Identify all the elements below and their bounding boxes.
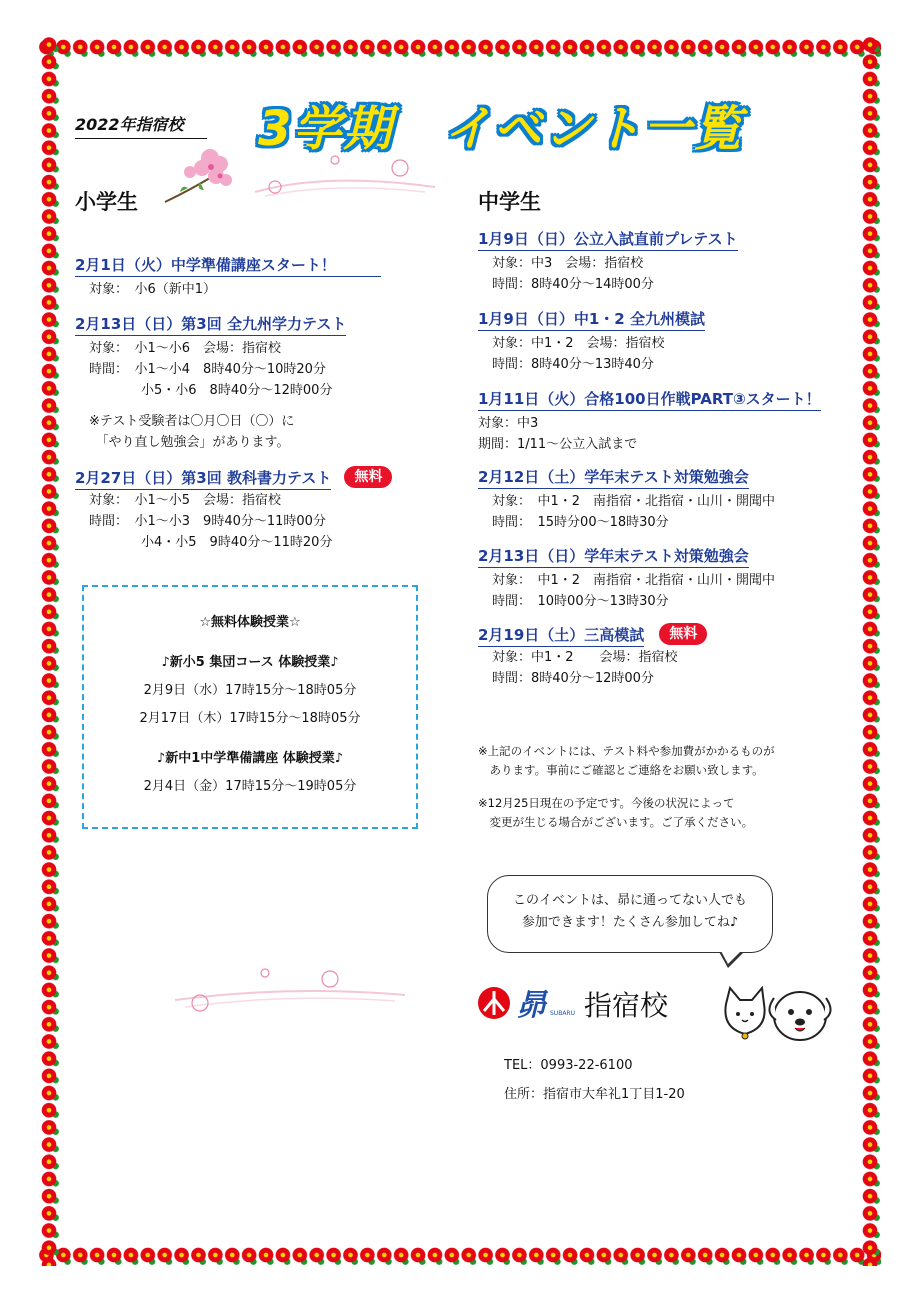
event-title: 1月9日（日）公立入試直前プレテスト bbox=[478, 228, 738, 251]
trial-heading: ☆無料体験授業☆ bbox=[199, 615, 301, 630]
event-line: 対象： 中1・2 南指宿・北指宿・山川・開聞中 bbox=[492, 573, 776, 588]
event-line: 対象： 小1～小5 会場：指宿校 bbox=[89, 493, 282, 508]
event-line: 時間：8時40分～13時40分 bbox=[492, 357, 654, 372]
elementary-event-3 bbox=[75, 466, 392, 553]
elementary-event-1 bbox=[75, 254, 381, 300]
trial-date: 2月9日（水）17時15分～18時05分 bbox=[143, 683, 357, 698]
event-line: 対象： 中1・2 南指宿・北指宿・山川・開聞中 bbox=[492, 494, 776, 509]
event-line: 対象：中1・2 会場：指宿校 bbox=[492, 650, 678, 665]
junior-event-6 bbox=[478, 623, 707, 689]
tel: TEL：0993-22-6100 bbox=[504, 1058, 633, 1073]
sakura-petals-swirl-icon bbox=[245, 152, 445, 202]
event-title: 2月1日（火）中学準備講座スタート！ bbox=[75, 254, 381, 277]
event-title: 2月13日（日）学年末テスト対策勉強会 bbox=[478, 545, 749, 568]
subaru-logo-text: 昴 bbox=[516, 988, 546, 1023]
event-line: 時間： 小1～小3 9時40分～11時00分 bbox=[89, 514, 326, 529]
note-line: 変更が生じる場合がございます。ご了承ください。 bbox=[478, 815, 754, 829]
event-title: 2月12日（土）学年末テスト対策勉強会 bbox=[478, 466, 749, 489]
elementary-event-2 bbox=[75, 313, 346, 453]
event-line: 時間： 小1～小4 8時40分～10時20分 bbox=[89, 362, 326, 377]
bubble-line: 参加できます！たくさん参加してね♪ bbox=[521, 915, 739, 930]
flower-border-right bbox=[859, 36, 881, 1266]
event-line: 対象：中3 bbox=[478, 416, 539, 431]
event-line: 小4・小5 9時40分～11時20分 bbox=[89, 535, 333, 550]
event-title: 2月19日（土）三高模試 bbox=[478, 624, 644, 647]
event-line: 対象： 小6（新中1） bbox=[89, 282, 217, 297]
subaru-logo-sub: SUBARU bbox=[550, 1010, 575, 1017]
note-line: あります。事前にご確認とご連絡をお願い致します。 bbox=[478, 763, 764, 777]
junior-event-5 bbox=[478, 545, 775, 612]
event-title: 1月11日（火）合格100日作戦PART③スタート！ bbox=[478, 388, 821, 411]
event-line: 小5・小6 8時40分～12時00分 bbox=[89, 383, 333, 398]
cat-and-dog-mascot-icon bbox=[718, 982, 838, 1052]
event-line: 対象：中3 会場：指宿校 bbox=[492, 256, 644, 271]
page-title: 3学期 イベント一覧 bbox=[258, 101, 744, 157]
school-year-label: 2022年指宿校 bbox=[75, 112, 207, 139]
speech-bubble-tail-inner bbox=[720, 949, 743, 964]
note-line: ※12月25日現在の予定です。今後の状況によって bbox=[478, 796, 735, 810]
cherry-blossom-branch-icon bbox=[160, 140, 240, 210]
free-badge: 無料 bbox=[659, 623, 707, 645]
trial-lesson-box bbox=[82, 585, 418, 829]
elementary-heading: 小学生 bbox=[75, 190, 138, 214]
free-badge: 無料 bbox=[344, 466, 392, 488]
trial-course-title: ♪新小5 集団コース 体験授業♪ bbox=[161, 655, 339, 670]
trial-course-title: ♪新中1中学準備講座 体験授業♪ bbox=[156, 751, 344, 766]
event-line: 対象：中1・2 会場：指宿校 bbox=[492, 336, 665, 351]
event-title: 1月9日（日）中1・2 全九州模試 bbox=[478, 308, 705, 331]
event-line: 対象： 小1～小6 会場：指宿校 bbox=[89, 341, 282, 356]
notes-block bbox=[478, 742, 775, 832]
flower-border-bottom bbox=[38, 1244, 881, 1266]
school-name: 指宿校 bbox=[584, 989, 669, 1022]
junior-event-4 bbox=[478, 466, 775, 533]
bubble-line: このイベントは、昴に通ってない人でも bbox=[512, 893, 747, 908]
event-title: 2月27日（日）第3回 教科書力テスト bbox=[75, 467, 331, 490]
junior-event-1 bbox=[478, 228, 738, 295]
trial-date: 2月4日（金）17時15分～19時05分 bbox=[143, 779, 357, 794]
flower-border-top bbox=[38, 36, 881, 58]
junior-high-heading: 中学生 bbox=[478, 190, 541, 214]
event-line: 時間： 10時00分～13時30分 bbox=[492, 594, 669, 609]
junior-event-3 bbox=[478, 388, 821, 455]
event-line: 時間： 15時分00～18時30分 bbox=[492, 515, 669, 530]
subaru-logo-mark-icon bbox=[476, 985, 512, 1021]
flower-border-left bbox=[38, 36, 60, 1266]
event-title: 2月13日（日）第3回 全九州学力テスト bbox=[75, 313, 346, 336]
event-line: 期間：1/11～公立入試まで bbox=[478, 437, 638, 452]
junior-event-2 bbox=[478, 308, 705, 375]
event-line: 時間：8時40分～12時00分 bbox=[492, 671, 654, 686]
address: 住所：指宿市大牟礼1丁目1-20 bbox=[504, 1087, 685, 1102]
event-line: 時間：8時40分～14時00分 bbox=[492, 277, 654, 292]
event-note: 「やり直し勉強会」があります。 bbox=[89, 435, 290, 450]
speech-bubble bbox=[487, 875, 773, 953]
event-note: ※テスト受験者は〇月〇日（〇）に bbox=[89, 414, 295, 429]
sakura-petals-swirl-bottom-icon bbox=[170, 965, 410, 1020]
note-line: ※上記のイベントには、テスト料や参加費がかかるものが bbox=[478, 744, 775, 758]
trial-date: 2月17日（木）17時15分～18時05分 bbox=[139, 711, 361, 726]
